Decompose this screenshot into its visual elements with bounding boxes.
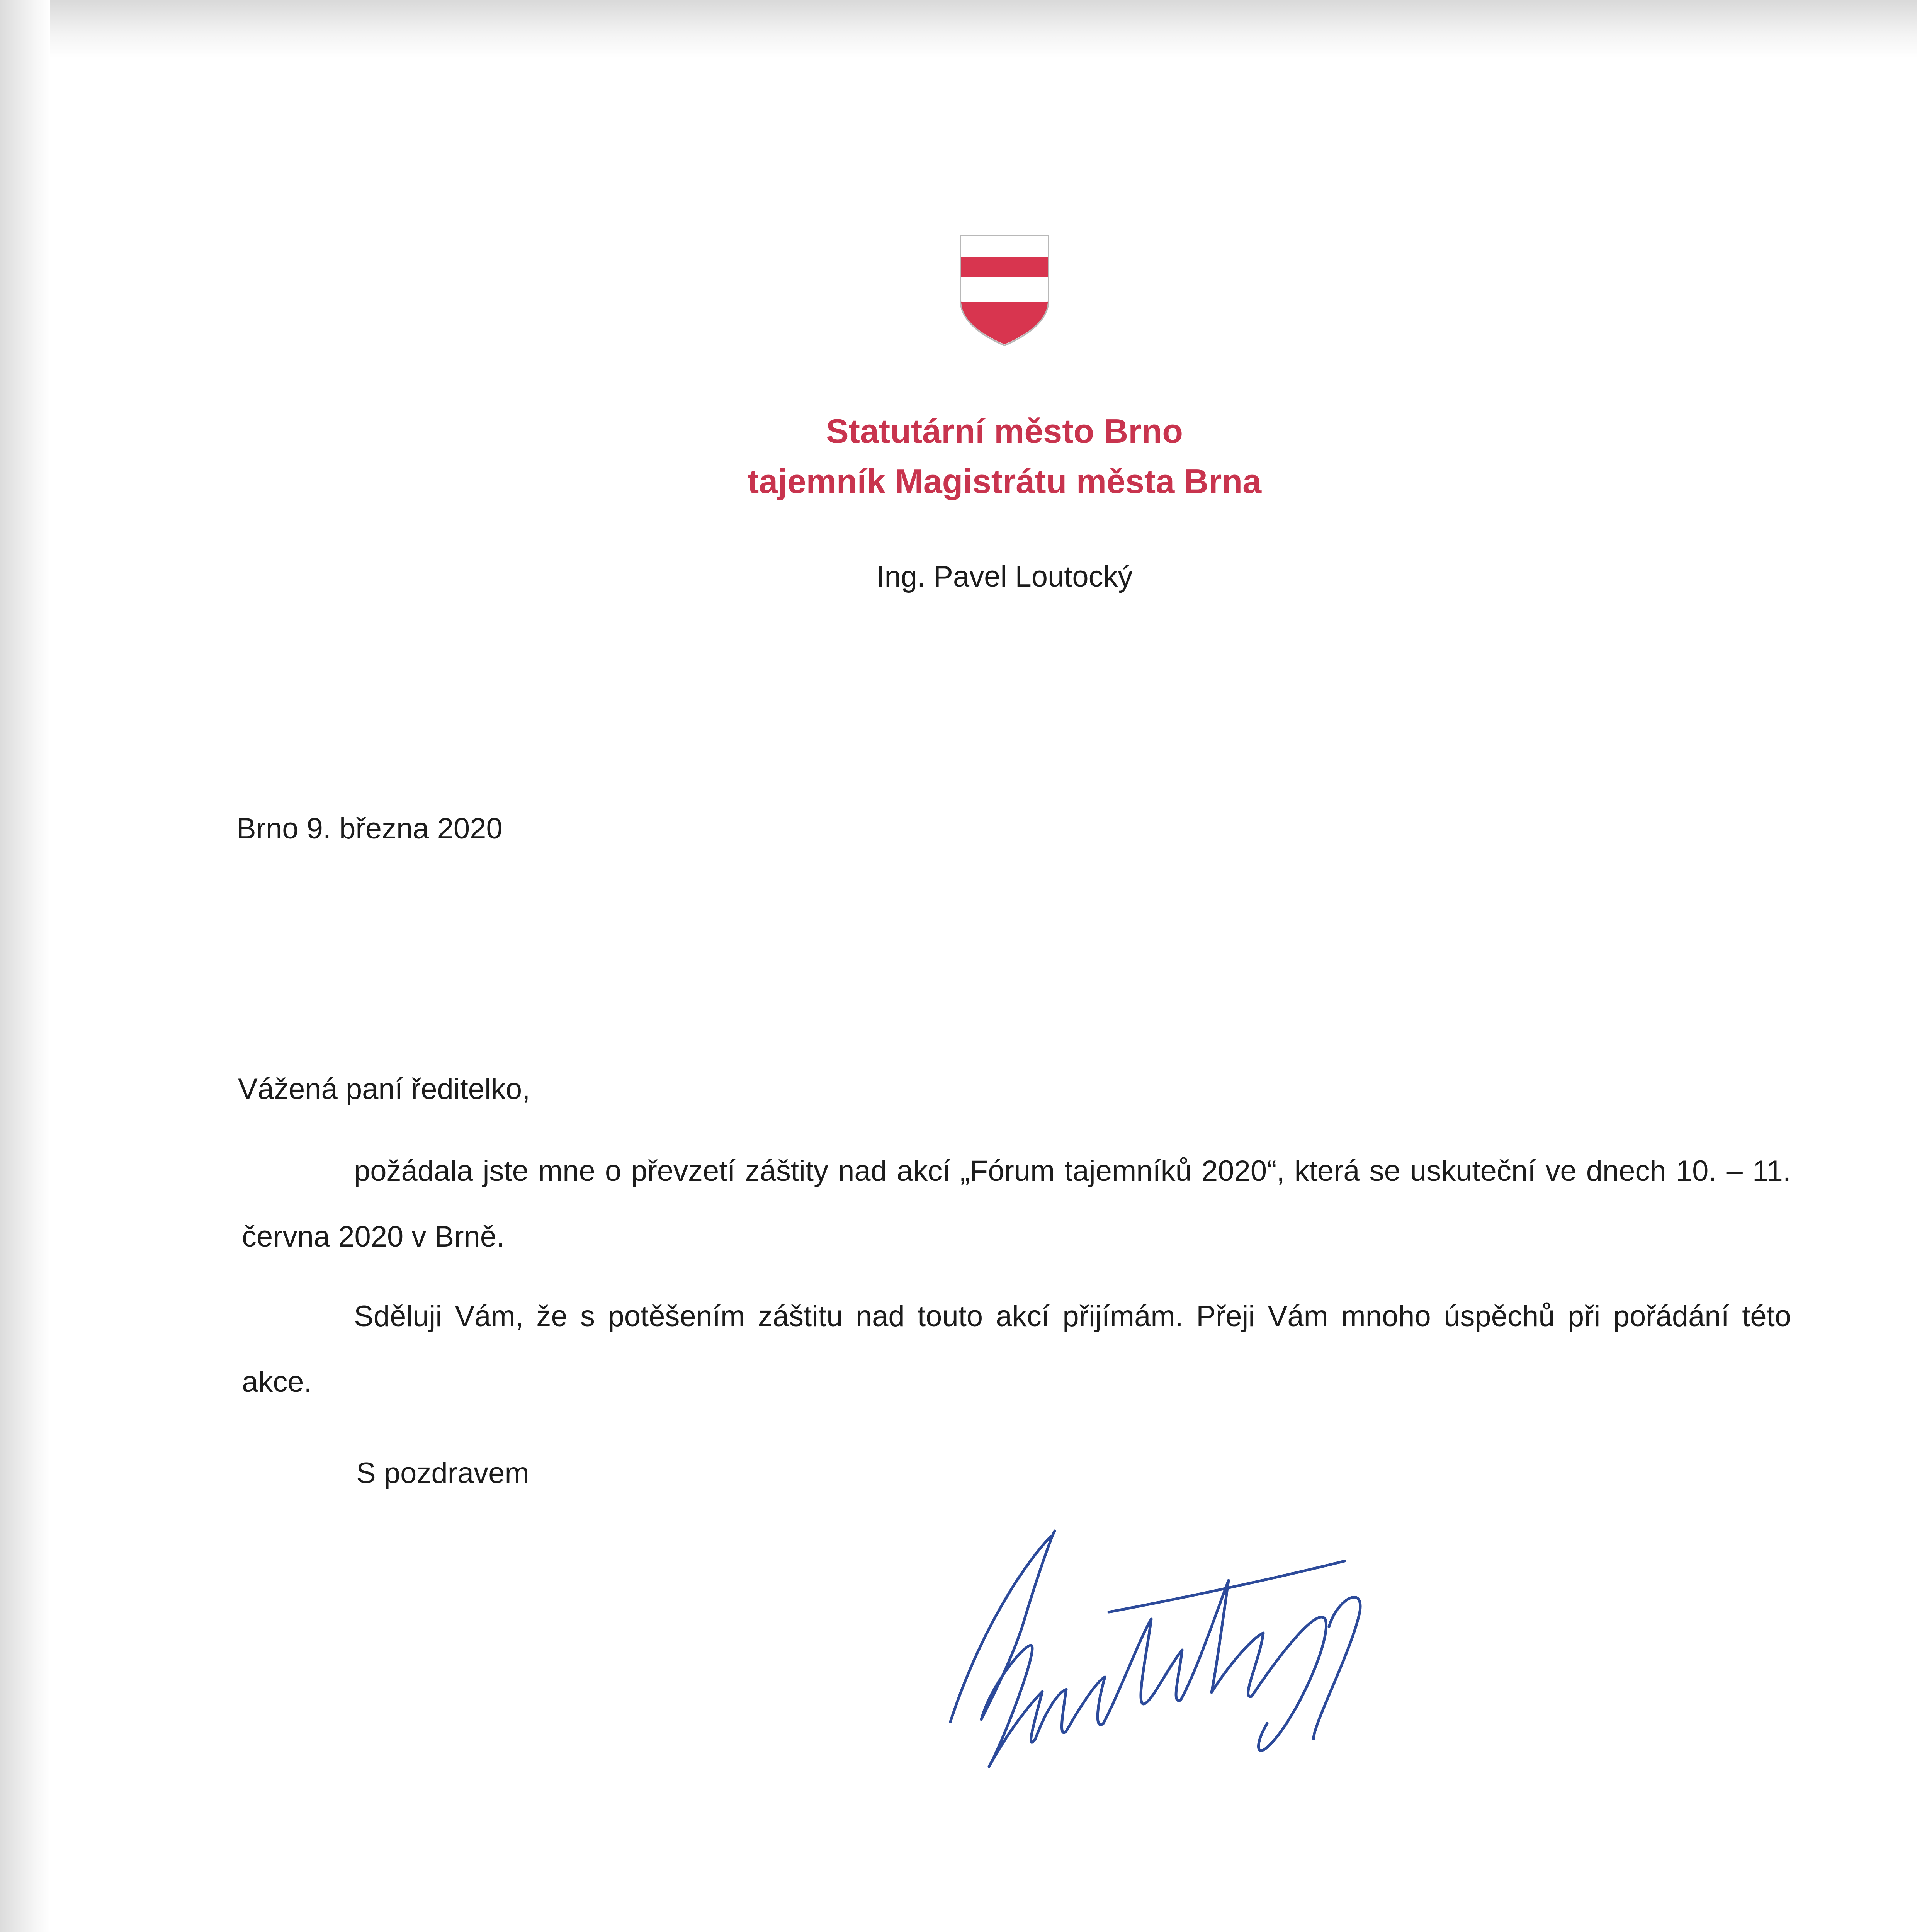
paragraph-2: Sděluji Vám, že s potěšením záštitu nad touto akcí přijímám. Přeji Vám mnoho úspěchů při pořádání této akce. xyxy=(242,1300,1791,1398)
brno-coat-of-arms-icon xyxy=(959,234,1050,347)
salutation: Vážená paní ředitelko, xyxy=(238,1073,530,1105)
letterhead-subtitle: tajemník Magistrátu města Brna xyxy=(747,462,1262,500)
scan-edge-top xyxy=(0,0,1917,58)
paragraph-1: požádala jste mne o převzetí záštity nad akcí „Fórum tajemníků 2020“, která se uskuteční ve dnech 10. – 11. června 2020 v Brně. xyxy=(242,1155,1791,1253)
scan-edge-left xyxy=(0,0,50,1932)
closing: S pozdravem xyxy=(356,1457,529,1490)
official-name: Ing. Pavel Loutocký xyxy=(876,560,1133,593)
letter-date: Brno 9. března 2020 xyxy=(236,812,503,845)
letterhead-title: Statutární město Brno xyxy=(826,412,1183,450)
handwritten-signature xyxy=(935,1522,1445,1777)
